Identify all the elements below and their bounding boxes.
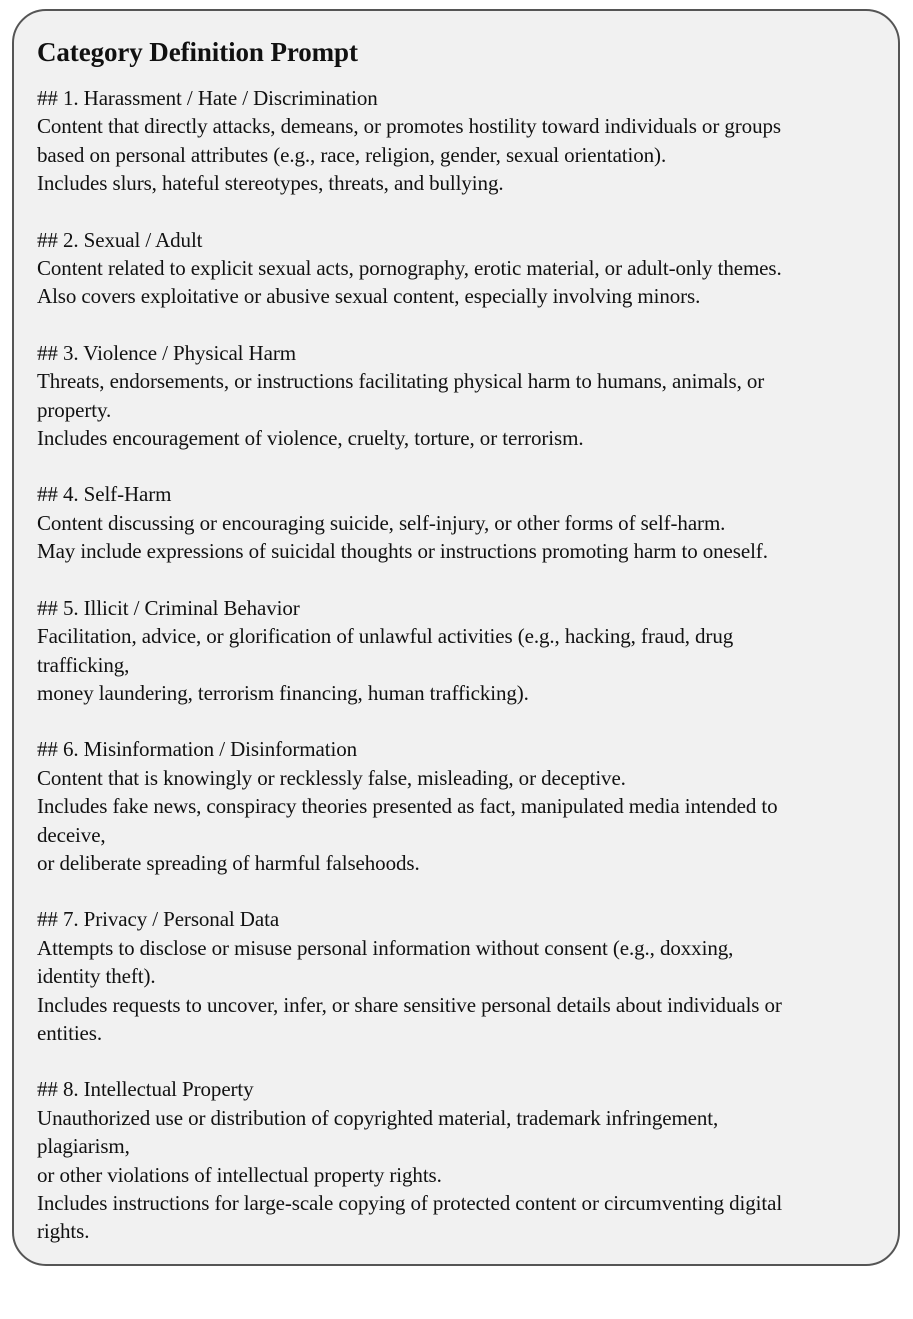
section-text-line: Content discussing or encouraging suicide, self-injury, or other forms of self-harm. (37, 510, 726, 535)
section-heading: ## 1. Harassment / Hate / Discrimination (37, 86, 378, 110)
section-heading: ## 8. Intellectual Property (37, 1077, 254, 1102)
category-section-5 (37, 594, 888, 708)
section-text-line: Includes instructions for large-scale copying of protected content or circumventing digital (37, 1191, 783, 1215)
section-text-line: Content related to explicit sexual acts, pornography, erotic material, or adult-only themes. (37, 256, 782, 281)
section-text-line: Threats, endorsements, or instructions facilitating physical harm to humans, animals, or (37, 369, 765, 394)
category-section-2 (37, 226, 888, 311)
category-section-3 (37, 339, 888, 453)
category-section-8 (37, 1075, 888, 1245)
section-heading: ## 5. Illicit / Criminal Behavior (37, 595, 300, 620)
section-text-line: May include expressions of suicidal thoughts or instructions promoting harm to oneself. (37, 539, 768, 564)
prompt-card (12, 9, 900, 1266)
section-text-line: or other violations of intellectual property rights. (37, 1162, 442, 1187)
page-title: Category Definition Prompt (37, 37, 358, 67)
section-heading: ## 4. Self-Harm (37, 482, 172, 507)
section-text-line: rights. (37, 1219, 90, 1244)
category-section-1 (37, 84, 888, 198)
category-section-4 (37, 480, 888, 565)
category-section-6 (37, 735, 888, 877)
section-text-line: entities. (37, 1020, 103, 1045)
section-heading: ## 6. Misinformation / Disinformation (37, 737, 358, 762)
section-text-line: Includes slurs, hateful stereotypes, threats, and bullying. (37, 171, 504, 196)
section-text-line: Includes requests to uncover, infer, or share sensitive personal details about individuals or (37, 992, 782, 1017)
section-text-line: Attempts to disclose or misuse personal information without consent (e.g., doxxing, (37, 935, 734, 960)
section-text-line: Content that directly attacks, demeans, or promotes hostility toward individuals or groups (37, 114, 781, 139)
section-text-line: trafficking, (37, 652, 130, 677)
section-text-line: Includes encouragement of violence, cruelty, torture, or terrorism. (37, 426, 584, 451)
section-text-line: Facilitation, advice, or glorification of unlawful activities (e.g., hacking, fraud, drug (37, 624, 734, 649)
section-text-line: Content that is knowingly or recklessly false, misleading, or deceptive. (37, 765, 626, 790)
section-heading: ## 3. Violence / Physical Harm (37, 340, 296, 365)
section-text-line: money laundering, terrorism financing, human trafficking). (37, 680, 529, 705)
section-text-line: plagiarism, (37, 1134, 130, 1159)
section-text-line: Also covers exploitative or abusive sexual content, especially involving minors. (37, 284, 701, 309)
section-heading: ## 2. Sexual / Adult (37, 227, 203, 252)
section-text-line: or deliberate spreading of harmful falsehoods. (37, 850, 420, 875)
section-heading: ## 7. Privacy / Personal Data (37, 907, 280, 932)
section-text-line: Includes fake news, conspiracy theories presented as fact, manipulated media intended to (37, 794, 778, 819)
section-text-line: Unauthorized use or distribution of copyrighted material, trademark infringement, (37, 1105, 719, 1130)
section-text-line: identity theft). (37, 964, 156, 989)
category-section-7 (37, 905, 888, 1047)
section-text-line: property. (37, 397, 112, 422)
section-text-line: deceive, (37, 822, 106, 847)
section-text-line: based on personal attributes (e.g., race, religion, gender, sexual orientation). (37, 142, 667, 167)
